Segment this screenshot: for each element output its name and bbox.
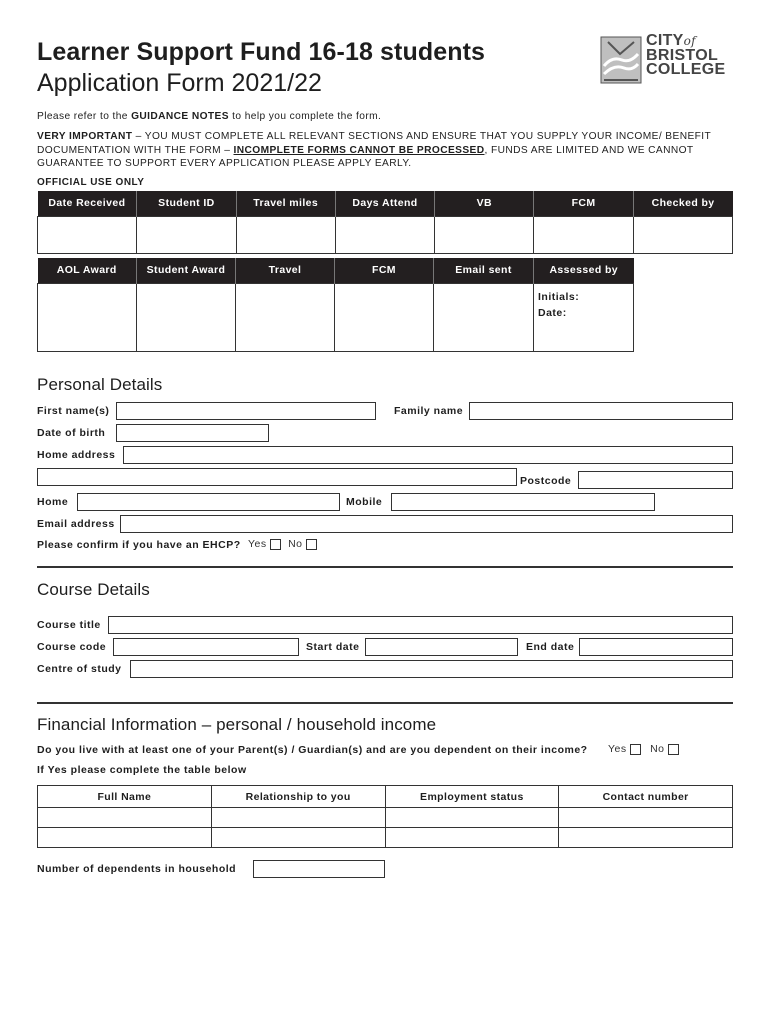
table-header: Employment status: [385, 786, 559, 808]
dependency-yes-label: Yes: [608, 743, 627, 755]
dependency-no-checkbox[interactable]: [668, 744, 679, 755]
home-address-label: Home address: [37, 449, 116, 461]
table-cell[interactable]: [236, 283, 335, 351]
form-subtitle: Application Form 2021/22: [37, 69, 322, 97]
table-cell[interactable]: [434, 283, 534, 351]
end-date-input[interactable]: [579, 638, 733, 656]
parent-dependency-question: Do you live with at least one of your Parent(s) / Guardian(s) and are you dependent on their income?: [37, 744, 588, 756]
official-use-table-2: [37, 258, 734, 352]
financial-title: Financial Information – personal / household income: [37, 715, 437, 734]
table-header: Days Attend: [335, 191, 434, 216]
dependency-no-label: No: [650, 743, 665, 755]
table-cell[interactable]: [38, 216, 137, 253]
table-cell[interactable]: [534, 216, 633, 253]
dependents-input[interactable]: [253, 860, 385, 878]
table-header: Travel: [236, 258, 335, 283]
start-date-label: Start date: [306, 641, 360, 653]
official-use-heading: OFFICIAL USE ONLY: [37, 177, 145, 188]
dob-label: Date of birth: [37, 427, 106, 439]
ehcp-no-checkbox[interactable]: [306, 539, 317, 550]
ehcp-yes-checkbox[interactable]: [270, 539, 281, 550]
initials-label: Initials:: [538, 290, 580, 303]
ehcp-options: [248, 538, 317, 550]
start-date-input[interactable]: [365, 638, 518, 656]
dependents-label: Number of dependents in household: [37, 863, 237, 875]
ehcp-no-label: No: [288, 538, 303, 550]
form-title: Learner Support Fund 16-18 students: [37, 38, 486, 66]
end-date-label: End date: [526, 641, 575, 653]
email-label: Email address: [37, 518, 115, 530]
table-cell[interactable]: [559, 828, 733, 848]
table-header: Student Award: [137, 258, 236, 283]
household-income-table: [37, 785, 733, 848]
mobile-label: Mobile: [346, 496, 383, 508]
table-header: AOL Award: [38, 258, 137, 283]
table-cell[interactable]: [211, 808, 385, 828]
table-cell[interactable]: [38, 808, 212, 828]
ehcp-yes-label: Yes: [248, 538, 267, 550]
table-header-empty: [634, 258, 734, 283]
table-header: Assessed by: [534, 258, 634, 283]
personal-details-title: Personal Details: [37, 375, 163, 394]
table-header: Email sent: [434, 258, 534, 283]
section-divider: [37, 566, 733, 568]
table-cell[interactable]: [335, 216, 434, 253]
college-logo-icon: [600, 36, 642, 84]
table-header: VB: [435, 191, 534, 216]
home-phone-input[interactable]: [77, 493, 340, 511]
course-code-label: Course code: [37, 641, 107, 653]
email-input[interactable]: [120, 515, 733, 533]
course-code-input[interactable]: [113, 638, 299, 656]
centre-label: Centre of study: [37, 663, 122, 675]
guidance-note: Please refer to the GUIDANCE NOTES to help you complete the form.: [37, 111, 382, 122]
table-cell[interactable]: [137, 216, 236, 253]
dob-input[interactable]: [116, 424, 269, 442]
table-header: FCM: [335, 258, 434, 283]
first-names-input[interactable]: [116, 402, 376, 420]
home-address-input[interactable]: [123, 446, 733, 464]
table-header: Date Received: [38, 191, 137, 216]
table-row: [38, 808, 733, 828]
home-phone-label: Home: [37, 496, 69, 508]
assessed-by-cell[interactable]: [534, 283, 634, 351]
table-cell[interactable]: [137, 283, 236, 351]
mobile-input[interactable]: [391, 493, 655, 511]
parent-dependency-options: [608, 743, 679, 755]
course-title-input[interactable]: [108, 616, 733, 634]
first-names-label: First name(s): [37, 405, 110, 417]
table-cell[interactable]: [559, 808, 733, 828]
official-use-table-1: [37, 191, 733, 254]
important-notice: VERY IMPORTANT – YOU MUST COMPLETE ALL RELEVANT SECTIONS AND ENSURE THAT YOU SUPPLY YOUR INCOME/ BENEFIT DOCUMENTATION WITH THE FORM – INCOMPLETE FORMS CANNOT BE PROCESSED, FUNDS ARE LIMITED AND WE CANNOT GUARANTEE TO SUPPORT EVERY APPLICATION PLEASE APPLY EARLY.: [37, 131, 711, 169]
centre-input[interactable]: [130, 660, 733, 678]
course-title-label: Course title: [37, 619, 101, 631]
table-cell[interactable]: [38, 828, 212, 848]
table-cell[interactable]: [385, 828, 559, 848]
table-header: Full Name: [38, 786, 212, 808]
college-logo-text: CITYof BRISTOL COLLEGE: [646, 32, 726, 78]
date-label: Date:: [538, 306, 567, 319]
table-header: Student ID: [137, 191, 236, 216]
table-cell[interactable]: [335, 283, 434, 351]
table-cell[interactable]: [211, 828, 385, 848]
table-cell[interactable]: [633, 216, 732, 253]
course-details-title: Course Details: [37, 580, 150, 599]
family-name-label: Family name: [394, 405, 464, 417]
table-header: Checked by: [633, 191, 732, 216]
table-instruction: If Yes please complete the table below: [37, 764, 247, 776]
table-row: [38, 828, 733, 848]
table-header: Relationship to you: [211, 786, 385, 808]
table-header: FCM: [534, 191, 633, 216]
table-cell[interactable]: [236, 216, 335, 253]
family-name-input[interactable]: [469, 402, 733, 420]
table-cell-empty: [634, 283, 734, 351]
table-cell[interactable]: [385, 808, 559, 828]
table-header: Travel miles: [236, 191, 335, 216]
postcode-input[interactable]: [578, 471, 733, 489]
table-header: Contact number: [559, 786, 733, 808]
home-address-line2-input[interactable]: [37, 468, 517, 486]
postcode-label: Postcode: [520, 475, 572, 487]
table-cell[interactable]: [38, 283, 137, 351]
ehcp-question: Please confirm if you have an EHCP?: [37, 539, 241, 551]
section-divider: [37, 702, 733, 704]
dependency-yes-checkbox[interactable]: [630, 744, 641, 755]
table-cell[interactable]: [435, 216, 534, 253]
